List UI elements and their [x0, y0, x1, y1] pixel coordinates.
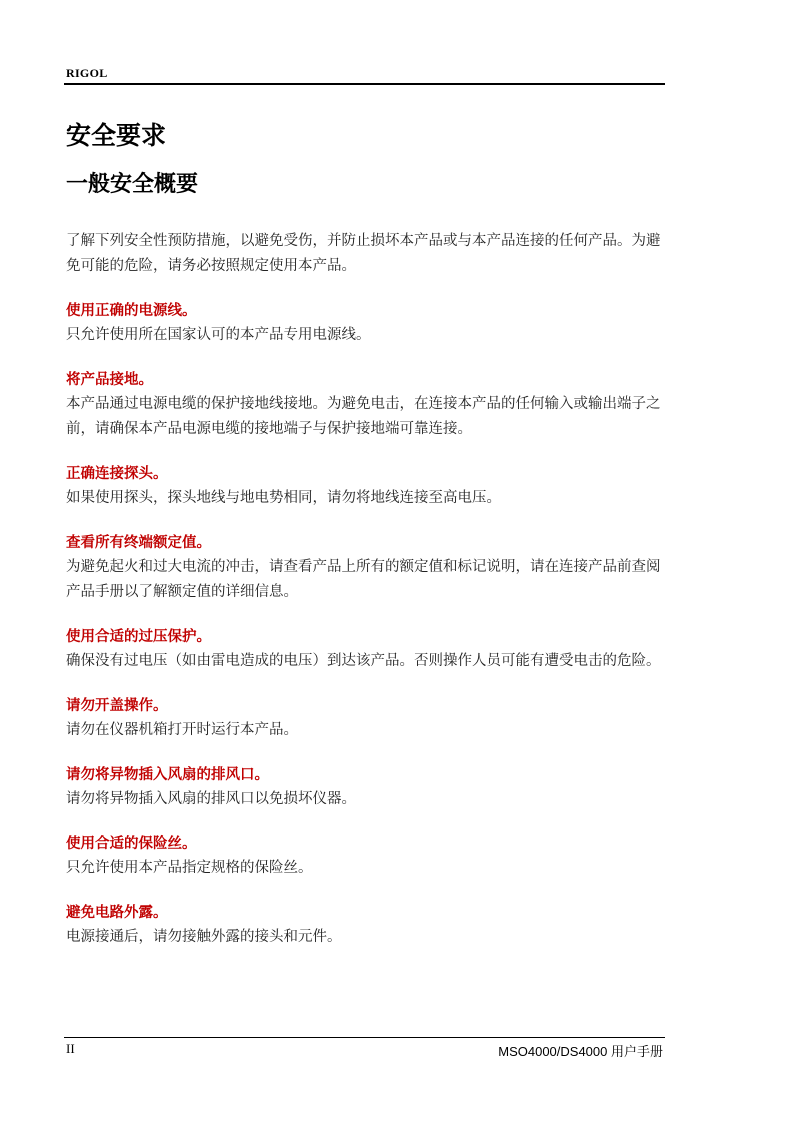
safety-item-title: 使用合适的保险丝。: [66, 836, 197, 852]
page-title: 安全要求: [66, 121, 167, 150]
safety-item: [66, 901, 666, 950]
safety-item: [66, 531, 666, 605]
safety-item-title: 使用合适的过压保护。: [66, 629, 211, 645]
safety-item-body: 为避免起火和过大电流的冲击，请查看产品上所有的额定值和标记说明，请在连接产品前查阅产品手册以了解额定值的详细信息。: [66, 559, 661, 600]
safety-item-title: 正确连接探头。: [66, 466, 168, 482]
safety-item-body: 请勿将异物插入风扇的排风口以免损坏仪器。: [66, 791, 356, 807]
safety-item-body: 如果使用探头，探头地线与地电势相同，请勿将地线连接至高电压。: [66, 490, 501, 506]
safety-item: [66, 299, 666, 348]
page-subtitle: 一般安全概要: [66, 172, 199, 197]
main-content: [66, 229, 666, 970]
page-number: II: [66, 1041, 75, 1056]
safety-item: [66, 694, 666, 743]
footer-divider: [64, 1037, 665, 1038]
safety-item: [66, 832, 666, 881]
safety-item-body: 确保没有过电压（如由雷电造成的电压）到达该产品。否则操作人员可能有遭受电击的危险。: [66, 653, 661, 669]
safety-item-body: 本产品通过电源电缆的保护接地线接地。为避免电击，在连接本产品的任何输入或输出端子之前，请确保本产品电源电缆的接地端子与保护接地端可靠连接。: [66, 396, 661, 437]
header-divider: [64, 83, 665, 85]
intro-paragraph: 了解下列安全性预防措施，以避免受伤，并防止损坏本产品或与本产品连接的任何产品。为避免可能的危险，请务必按照规定使用本产品。: [66, 233, 661, 274]
safety-item: [66, 462, 666, 511]
safety-item: [66, 763, 666, 812]
safety-item: [66, 368, 666, 442]
safety-item-body: 电源接通后，请勿接触外露的接头和元件。: [66, 929, 342, 945]
safety-item-title: 查看所有终端额定值。: [66, 535, 211, 551]
safety-item-title: 请勿将异物插入风扇的排风口。: [66, 767, 269, 783]
safety-item-body: 请勿在仪器机箱打开时运行本产品。: [66, 722, 298, 738]
safety-item-body: 只允许使用本产品指定规格的保险丝。: [66, 860, 313, 876]
safety-item: [66, 625, 666, 674]
safety-item-title: 将产品接地。: [66, 372, 153, 388]
manual-name: MSO4000/DS4000 用户手册: [498, 1044, 663, 1059]
safety-item-title: 避免电路外露。: [66, 905, 168, 921]
safety-item-title: 请勿开盖操作。: [66, 698, 168, 714]
brand-logo-text: RIGOL: [66, 66, 108, 80]
safety-item-title: 使用正确的电源线。: [66, 303, 197, 319]
safety-item-body: 只允许使用所在国家认可的本产品专用电源线。: [66, 327, 371, 343]
